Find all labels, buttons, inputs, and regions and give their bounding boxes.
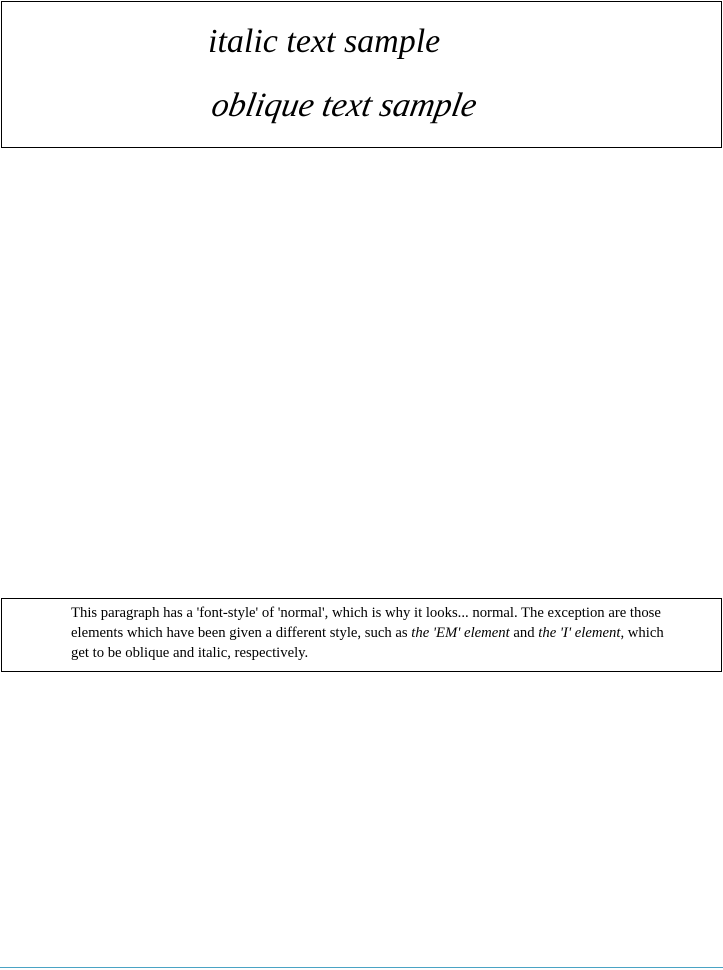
paragraph-box xyxy=(1,598,722,672)
sample-box xyxy=(1,1,722,148)
paragraph-text-middle: and xyxy=(509,625,539,641)
normal-paragraph xyxy=(71,603,671,663)
i-element-text: the 'I' element xyxy=(538,625,621,641)
paragraph-text-start: This paragraph has a 'font-style' of 'normal', which is why it looks... normal. The exception are those elements which have been given a different style, such as xyxy=(71,605,661,641)
em-element-text: the 'EM' element xyxy=(411,625,510,641)
italic-sample-text: italic text sample xyxy=(208,23,441,60)
paragraph-text-end: , which get to be oblique and italic, respectively. xyxy=(71,625,664,661)
oblique-sample-text: oblique text sample xyxy=(208,87,480,124)
bottom-divider xyxy=(0,967,723,968)
